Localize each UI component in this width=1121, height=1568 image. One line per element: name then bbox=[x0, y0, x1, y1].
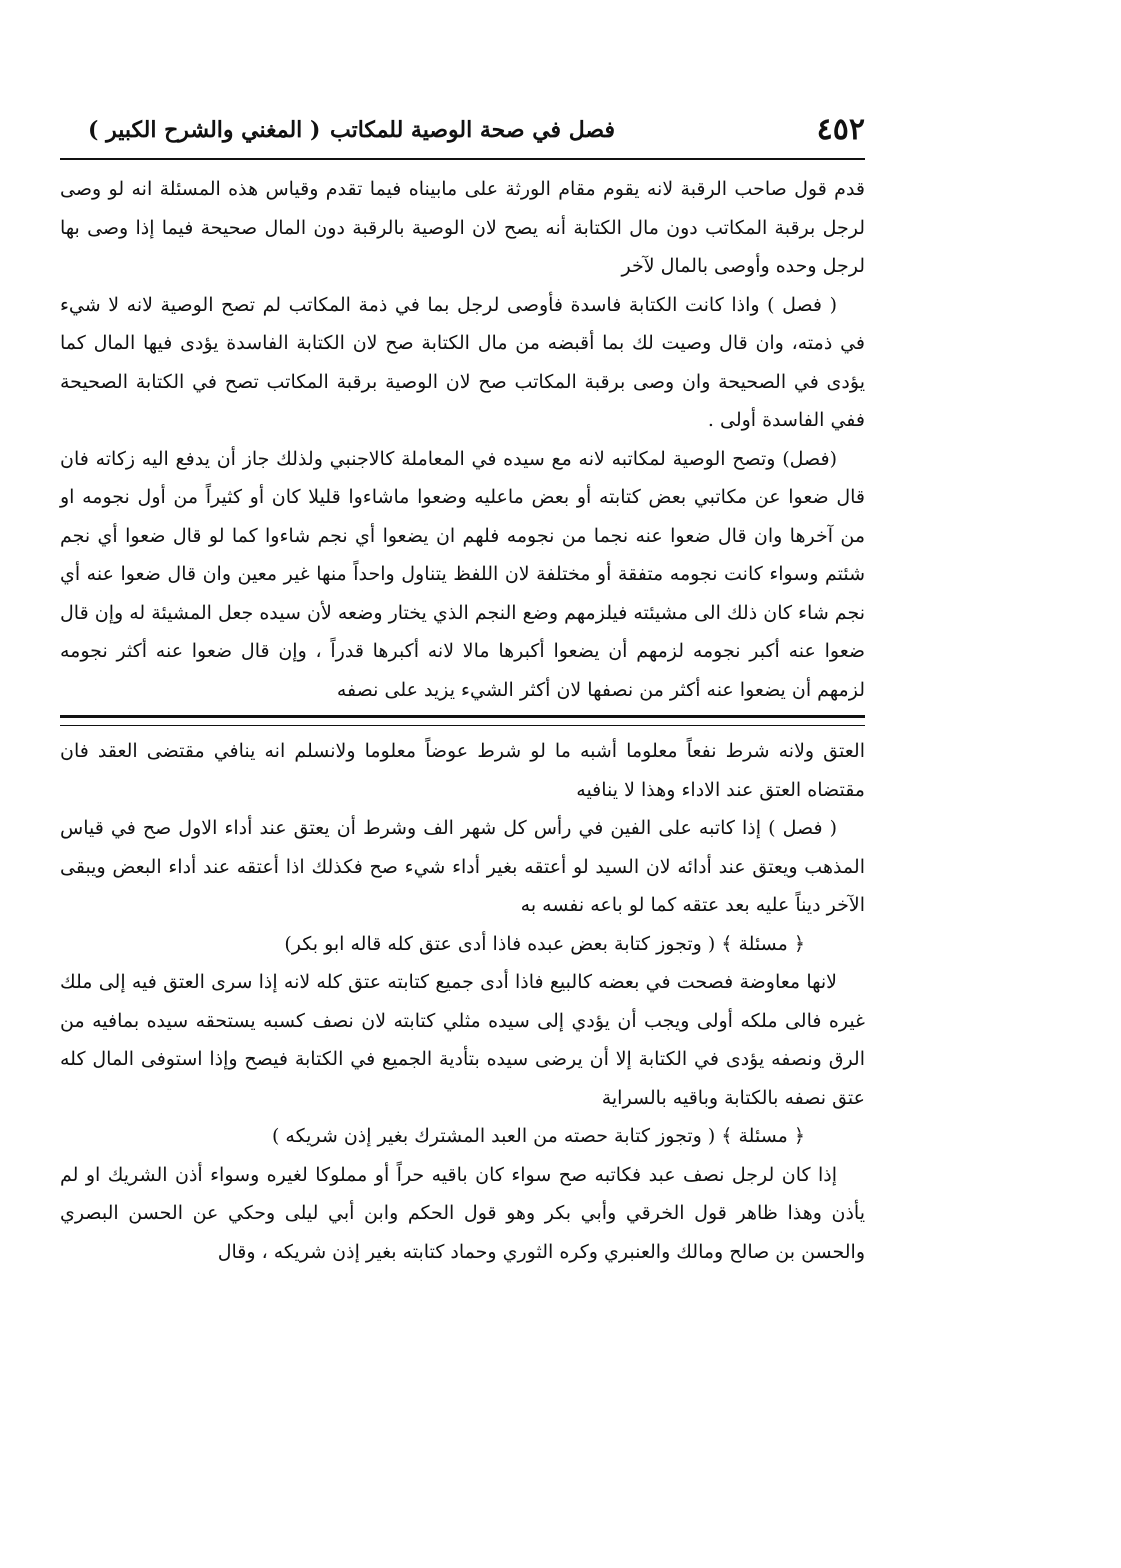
masala-heading: ﴿ مسئلة ﴾ ( وتجوز كتابة بعض عبده فاذا أدى عتق كله قاله ابو بكر) bbox=[284, 932, 805, 955]
paragraph: ( فصل ) إذا كاتبه على الفين في رأس كل شهر الف وشرط أن يعتق عند أداء الاول صح في قياس المذهب ويعتق عند أدائه لان السيد لو أعتقه بغير أداء شيء صح فكذلك اذا أعتقه عند أداء البعض ويبقى الآخر ديناً عليه بعد عتقه كما لو باعه نفسه به bbox=[60, 817, 865, 916]
page-number: ٤٥٢ bbox=[816, 112, 865, 147]
paragraph: لانها معاوضة فصحت في بعضه كالبيع فاذا أدى جميع كتابته عتق كله لانه إذا سرى العتق فيه إلى ملك غيره فالى ملكه أولى ويجب أن يؤدي إلى سيده مثلي كتابته لان نصف كسبه يستحقه سيده بمافيه من الرق ونصفه يؤدى في الكتابة إلا أن يرضى سيده بتأدية الجميع في الكتابة فيصح وإذا استوفى المال كله عتق نصفه بالكتابة وباقيه بالسراية bbox=[60, 971, 865, 1109]
masala-heading: ﴿ مسئلة ﴾ ( وتجوز كتابة حصته من العبد المشترك بغير إذن شريكه ) bbox=[271, 1125, 805, 1147]
chapter-title: فصل في صحة الوصية للمكاتب bbox=[329, 117, 615, 143]
paragraph: العتق ولانه شرط نفعاً معلوما أشبه ما لو شرط عوضاً معلوما ولانسلم انه ينافي مقتضى العقد فان مقتضاه العتق عند الاداء وهذا لا ينافيه bbox=[60, 740, 865, 801]
section-divider bbox=[60, 715, 865, 726]
paragraph: (فصل) وتصح الوصية لمكاتبه لانه مع سيده في المعاملة كالاجنبي ولذلك جاز أن يدفع اليه زكاته فان قال ضعوا عن مكاتبي بعض كتابته أو بعض ماعليه وضعوا ماشاءوا قليلا كان أو كثيراً من أول نجومه او من آخرها وان قال ضعوا عنه نجما من نجومه فلهم ان يضعوا أي نجم شاءوا كما لو قال ضعوا أي نجم شئتم وسواء كانت نجومه متفقة أو مختلفة لان اللفظ يتناول واحداً منها غير معين وان قال ضعوا عنه أي نجم شاء كان ذلك الى مشيئته فيلزمهم وضع النجم الذي يختار وضعه لأن سيده جعل المشيئة له وإن قال ضعوا عنه أكبر نجومه لزمهم أن يضعوا أكبرها مالا لانه أكبرها قدراً ، وإن قال ضعوا عنه أكثر نجومه لزمهم أن يضعوا عنه أكثر من نصفها لان أكثر الشيء يزيد على نصفه bbox=[60, 447, 866, 701]
document-page bbox=[60, 108, 865, 1271]
book-title: ( المغني والشرح الكبير ) bbox=[88, 117, 321, 143]
header-rule bbox=[60, 158, 865, 160]
page-header bbox=[60, 108, 865, 152]
commentary-section bbox=[60, 732, 865, 1271]
paragraph: إذا كان لرجل نصف عبد فكاتبه صح سواء كان باقيه حراً أو مملوكا لغيره وسواء أذن الشريك او لم يأذن وهذا ظاهر قول الخرقي وأبي بكر وهو قول الحكم وابن أبي ليلى وحكي عن الحسن البصري والحسن بن صالح ومالك والعنبري وكره الثوري وحماد كتابته بغير إذن شريكه ، وقال bbox=[60, 1163, 865, 1263]
paragraph: ( فصل ) واذا كانت الكتابة فاسدة فأوصى لرجل بما في ذمة المكاتب لم تصح الوصية لانه لا شيء في ذمته، وان قال وصيت لك بما أقبضه من مال الكتابة صح لان الكتابة الفاسدة يؤدى فيها المال كما يؤدى في الصحيحة وان وصى برقبة المكاتب صح لان الوصية برقبة المكاتب تصح في الكتابة الصحيحة ففي الفاسدة أولى . bbox=[60, 293, 865, 431]
paragraph: قدم قول صاحب الرقبة لانه يقوم مقام الورثة على مابيناه فيما تقدم وقياس هذه المسئلة انه لو وصى لرجل برقبة المكاتب دون مال الكتابة أنه يصح لان الوصية بالرقبة دون المال صحيحة فيما إذا وصى بها لرجل وحده وأوصى بالمال لآخر bbox=[60, 178, 865, 277]
main-text-section bbox=[60, 170, 865, 709]
